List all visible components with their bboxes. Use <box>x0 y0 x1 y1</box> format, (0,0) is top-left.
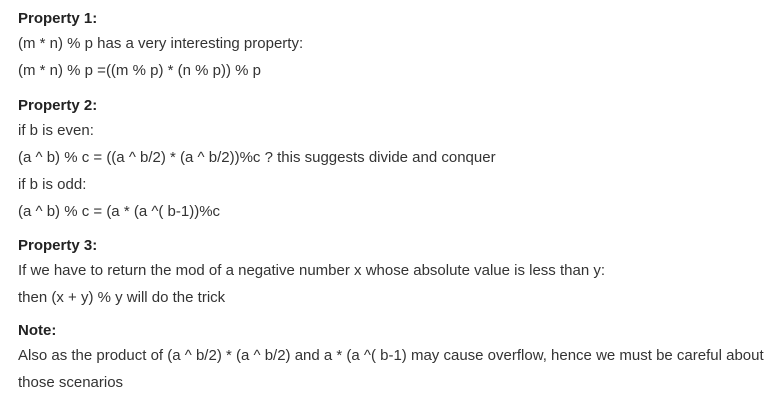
section-property-1 <box>18 8 778 84</box>
text-line: (a ^ b) % c = (a * (a ^( b-1))%c <box>18 203 221 220</box>
text-line: (m * n) % p has a very interesting property: <box>18 35 304 52</box>
text-line: (m * n) % p =((m % p) * (n % p)) % p <box>18 62 261 79</box>
text-line: then (x + y) % y will do the trick <box>18 289 226 306</box>
section-property-2 <box>18 95 778 225</box>
section-heading: Property 1: <box>18 10 98 27</box>
article-content <box>18 8 778 396</box>
section-heading: Property 3: <box>18 237 98 254</box>
section-property-3 <box>18 235 778 311</box>
section-heading: Note: <box>18 322 57 339</box>
text-line: Also as the product of (a ^ b/2) * (a ^ b/2) and a * (a ^( b-1) may cause overflow, hence we must be careful about those scenarios <box>18 347 764 391</box>
section-heading: Property 2: <box>18 97 98 114</box>
section-note <box>18 320 778 396</box>
text-line: (a ^ b) % c = ((a ^ b/2) * (a ^ b/2))%c ? this suggests divide and conquer <box>18 149 496 166</box>
text-line: if b is odd: <box>18 176 87 193</box>
text-line: If we have to return the mod of a negative number x whose absolute value is less than y: <box>18 262 605 279</box>
text-line: if b is even: <box>18 122 94 139</box>
